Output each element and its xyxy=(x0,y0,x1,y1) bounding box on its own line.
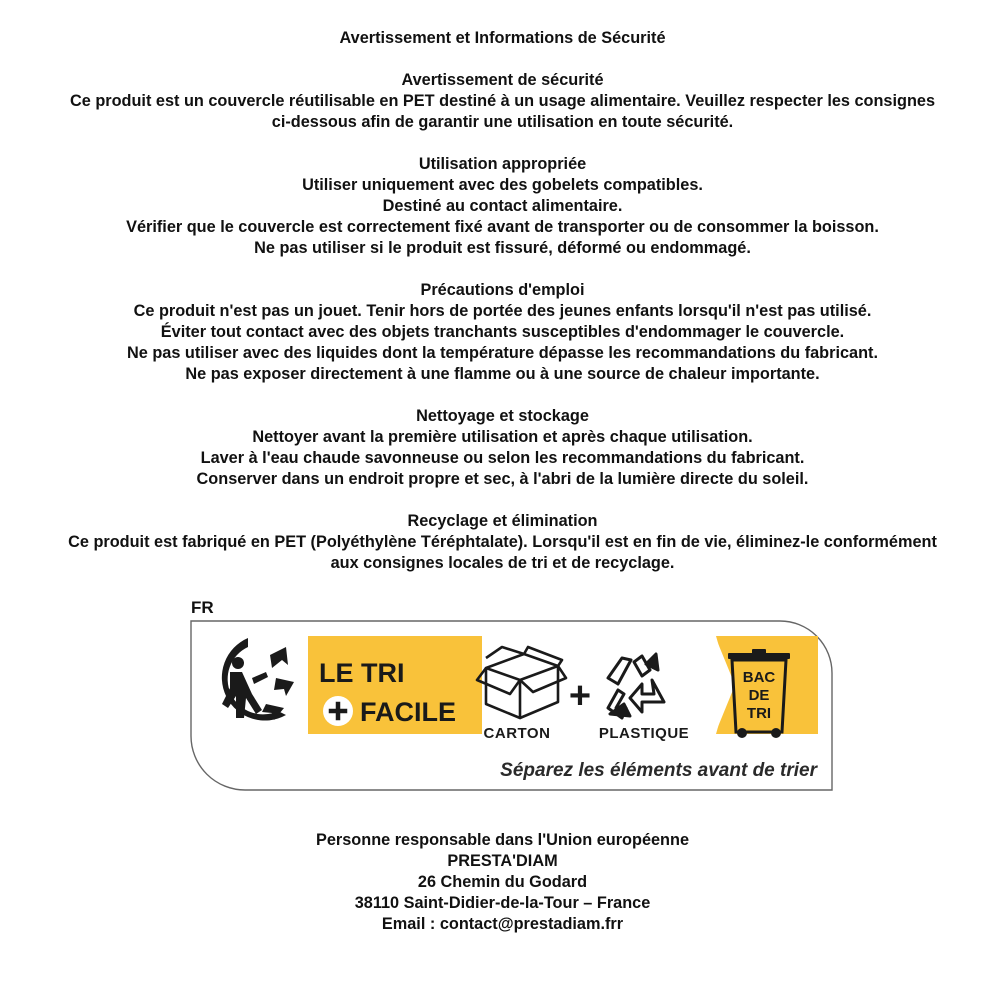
item-carton: CARTON xyxy=(483,725,551,742)
bin-line2: DE xyxy=(748,687,770,704)
section-line: Destiné au contact alimentaire. xyxy=(382,197,623,215)
section-line: Utiliser uniquement avec des gobelets compatibles. xyxy=(302,176,703,194)
tri-line2: FACILE xyxy=(360,697,457,727)
section-line: Conserver dans un endroit propre et sec, à l'abri de la lumière directe du soleil. xyxy=(196,470,809,488)
section-line: Éviter tout contact avec des objets tranchants susceptibles d'endommager le couvercle. xyxy=(160,323,845,341)
section-line: Nettoyer avant la première utilisation et après chaque utilisation. xyxy=(252,428,753,446)
info-tri-logo xyxy=(190,620,833,791)
section-line: Ce produit est fabriqué en PET (Polyéthylène Téréphtalate). Lorsqu'il est en fin de vie, éliminez-le conformément xyxy=(68,533,937,551)
item-plastique: PLASTIQUE xyxy=(598,725,690,742)
bin-line3: TRI xyxy=(746,705,772,722)
tri-line1: LE TRI xyxy=(319,658,405,688)
section-heading: Avertissement de sécurité xyxy=(401,71,604,89)
section-line: Ne pas utiliser avec des liquides dont la température dépasse les recommandations du fabricant. xyxy=(127,344,878,362)
section-proper-use xyxy=(0,154,1005,259)
section-line: Vérifier que le couvercle est correctement fixé avant de transporter ou de consommer la boisson. xyxy=(126,218,879,236)
section-safety-warning xyxy=(0,70,1005,133)
responsible-person-block xyxy=(0,830,1005,935)
bin-line1: BAC xyxy=(742,669,776,686)
sorting-instruction: Séparez les éléments avant de trier xyxy=(500,760,817,781)
city-address: 38110 Saint-Didier-de-la-Tour – France xyxy=(354,894,651,912)
section-cleaning-storage xyxy=(0,406,1005,490)
section-heading: Recyclage et élimination xyxy=(407,512,598,530)
safety-document xyxy=(0,28,1005,595)
street-address: 26 Chemin du Godard xyxy=(417,873,588,891)
section-line: Ne pas utiliser si le produit est fissuré, déformé ou endommagé. xyxy=(254,239,751,257)
country-label: FR xyxy=(191,598,214,617)
section-line: Ce produit est un couvercle réutilisable en PET destiné à un usage alimentaire. Veuillez respecter les consignes xyxy=(69,92,935,110)
contact-email: Email : contact@prestadiam.frr xyxy=(381,915,624,933)
plus-symbol: + xyxy=(568,675,592,717)
section-line: Ce produit n'est pas un jouet. Tenir hors de portée des jeunes enfants lorsqu'il n'est pas utilisé. xyxy=(133,302,872,320)
section-heading: Utilisation appropriée xyxy=(418,155,587,173)
section-line: aux consignes locales de tri et de recyclage. xyxy=(330,554,675,572)
section-line: ci-dessous afin de garantir une utilisation en toute sécurité. xyxy=(271,113,734,131)
section-precautions xyxy=(0,280,1005,385)
section-line: Ne pas exposer directement à une flamme ou à une source de chaleur importante. xyxy=(185,365,820,383)
section-recycling xyxy=(0,511,1005,574)
company-name: PRESTA'DIAM xyxy=(447,852,558,870)
document-title: Avertissement et Informations de Sécurité xyxy=(339,29,666,47)
responsible-label: Personne responsable dans l'Union européenne xyxy=(316,831,689,849)
section-heading: Nettoyage et stockage xyxy=(416,407,589,425)
section-heading: Précautions d'emploi xyxy=(420,281,585,299)
section-line: Laver à l'eau chaude savonneuse ou selon les recommandations du fabricant. xyxy=(200,449,805,467)
